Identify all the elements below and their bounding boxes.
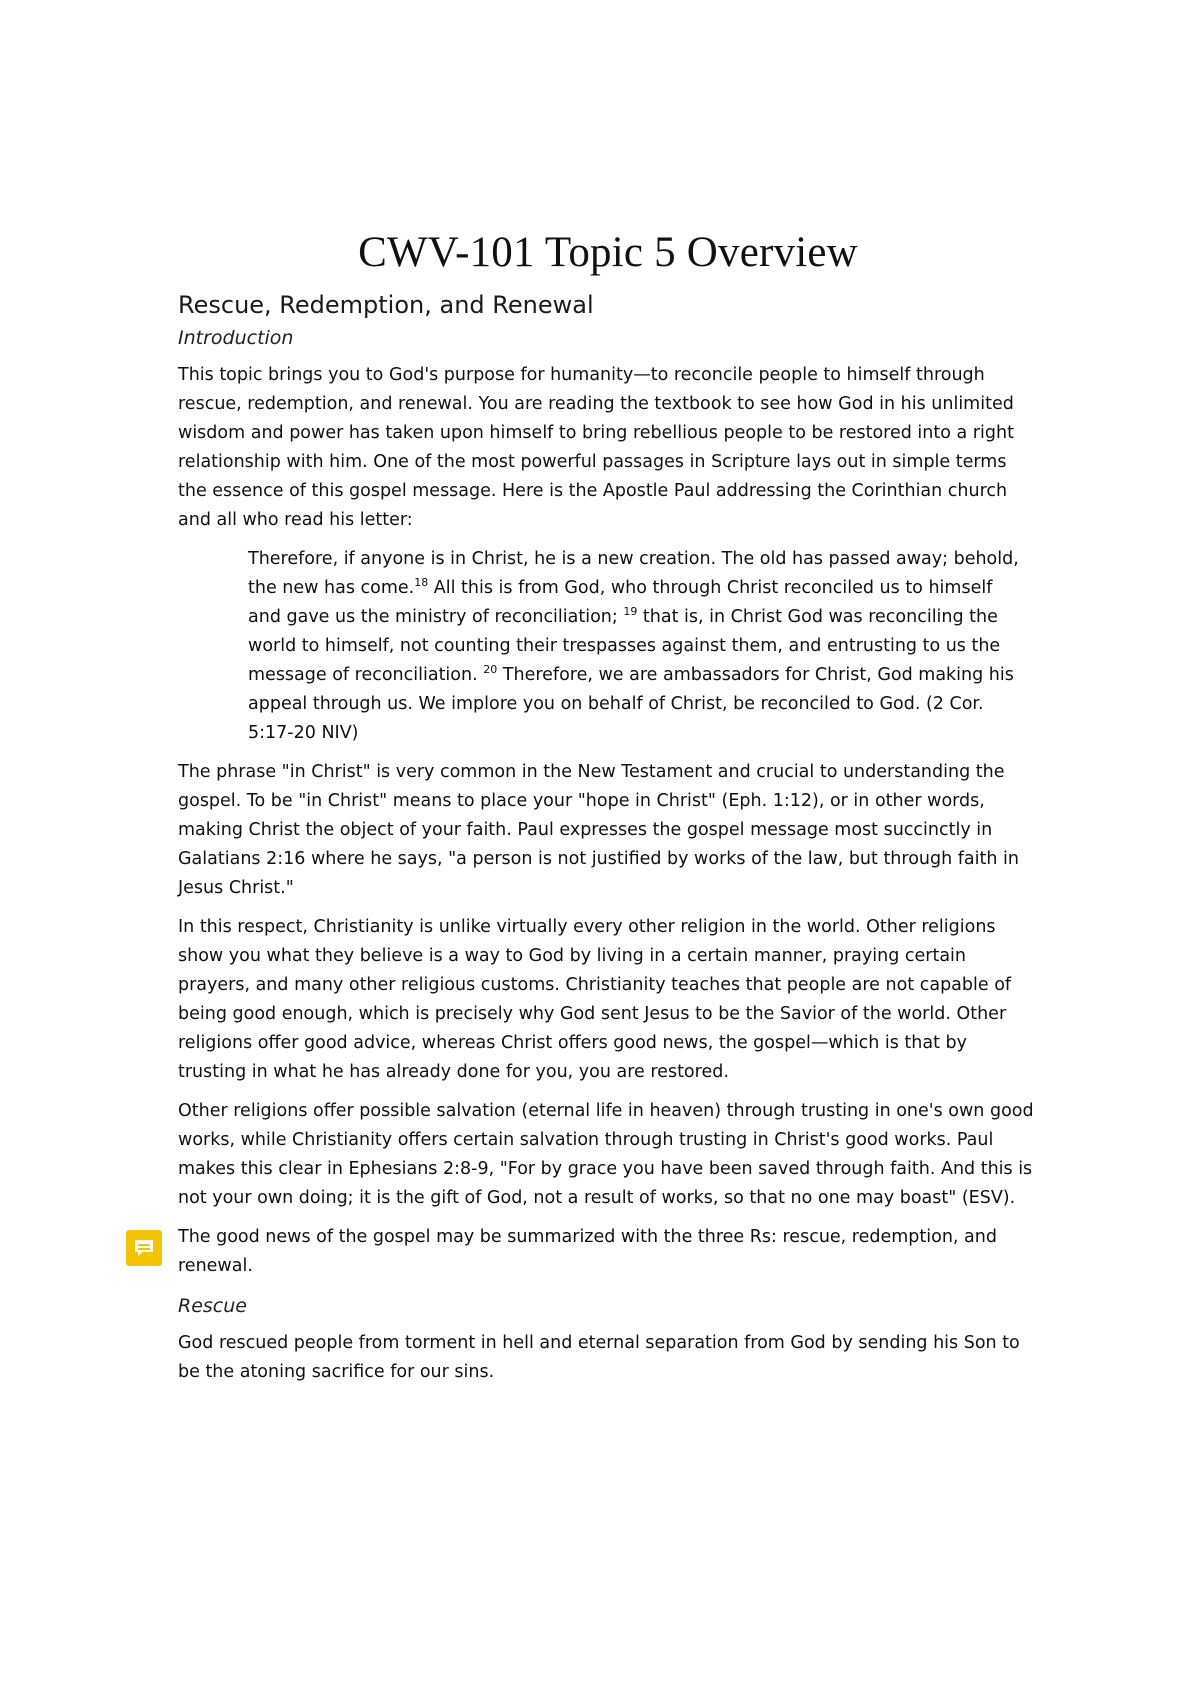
page-title: CWV-101 Topic 5 Overview	[358, 229, 858, 276]
paragraph-respect: In this respect, Christianity is unlike virtually every other religion in the world. Other religions show you what they believe is a way to God by living in a certain manner, praying certain prayers, and many other religious customs. Christianity teaches that people are not capable of being good enough, which is precisely why God sent Jesus to be the Savior of the world. Other religions offer good advice, whereas Christ offers good news, the gospel—which is that by trusting in what he has already done for you, you are restored.	[178, 917, 1012, 1082]
comment-marker[interactable]	[126, 1230, 162, 1266]
quote-text: All this is from God, who through Christ reconciled us to himself and gave us the ministry of reconciliation;	[248, 578, 993, 627]
quote-text: Therefore, we are ambassadors for Christ, God making his appeal through us. We implore you on behalf of Christ, be reconciled to God. (2 Cor. 5:17-20 NIV)	[248, 665, 1014, 743]
document-content	[178, 228, 1038, 1397]
paragraph-introduction: This topic brings you to God's purpose for humanity—to reconcile people to himself through rescue, redemption, and renewal. You are reading the textbook to see how God in his unlimited wisdom and power has taken upon himself to bring rebellious people to be restored into a right relationship with him. One of the most powerful passages in Scripture lays out in simple terms the essence of this gospel message. Here is the Apostle Paul addressing the Corinthian church and all who read his letter:	[178, 365, 1014, 530]
paragraph-in-christ: The phrase "in Christ" is very common in the New Testament and crucial to understanding the gospel. To be "in Christ" means to place your "hope in Christ" (Eph. 1:12), or in other words, making Christ the object of your faith. Paul expresses the gospel message most succinctly in Galatians 2:16 where he says, "a person is not justified by works of the law, but through faith in Jesus Christ."	[178, 762, 1019, 898]
section-heading-rescue: Rescue	[178, 1295, 247, 1317]
paragraph-rescue: God rescued people from torment in hell and eternal separation from God by sending his Son to be the atoning sacrifice for our sins.	[178, 1333, 1020, 1382]
paragraph-three-rs: The good news of the gospel may be summarized with the three Rs: rescue, redemption, and renewal.	[178, 1227, 997, 1276]
comment-icon	[133, 1238, 155, 1258]
verse-number: 18	[414, 576, 429, 590]
verse-number: 19	[623, 605, 638, 619]
paragraph-other-religions: Other religions offer possible salvation (eternal life in heaven) through trusting in one's own good works, while Christianity offers certain salvation through trusting in Christ's good works. Paul makes this clear in Ephesians 2:8-9, "For by grace you have been saved through faith. And this is not your own doing; it is the gift of God, not a result of works, so that no one may boast" (ESV).	[178, 1101, 1034, 1208]
quote-text: Therefore, if anyone is in Christ, he is a new creation. The old has passed away; behold, the new has come.	[248, 549, 1019, 598]
verse-number: 20	[483, 663, 498, 677]
section-heading-introduction: Introduction	[178, 327, 294, 349]
block-quote	[248, 545, 1028, 748]
page-subtitle: Rescue, Redemption, and Renewal	[178, 291, 594, 319]
quote-text: that is, in Christ God was reconciling the world to himself, not counting their trespasses against them, and entrusting to us the message of reconciliation.	[248, 607, 1001, 685]
